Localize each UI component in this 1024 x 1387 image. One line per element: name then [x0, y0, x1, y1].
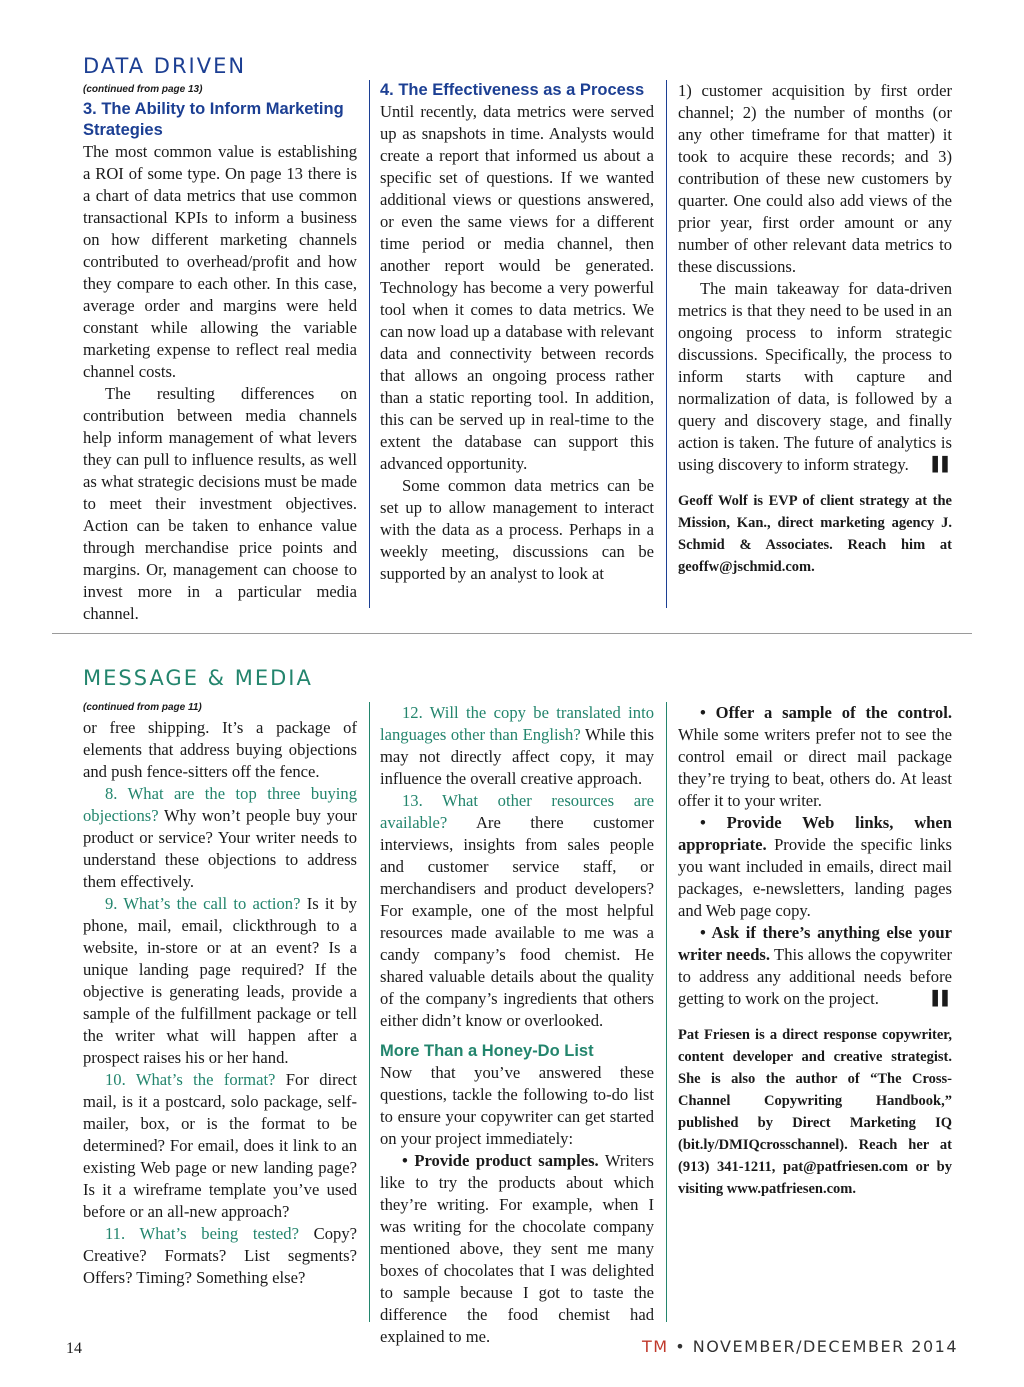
author-bio: Geoff Wolf is EVP of client strategy at the Mission, Kan., direct marketing agency J. Schmid & Associates. Reach him at geoffw@jschmid.com.: [678, 493, 952, 575]
footer-separator: •: [675, 1337, 687, 1356]
body-paragraph: or free shipping. It’s a package of elements that address buying objections and push fence-sitters off the fence.: [83, 718, 357, 781]
page-number: 14: [66, 1340, 82, 1357]
body-paragraph: Some common data metrics can be set up to allow management to interact with the data as a process. Perhaps in a weekly meeting, discussions can be supported by an analyst to look at: [380, 476, 654, 583]
data-driven-column-1: [83, 82, 357, 625]
column-divider: [666, 702, 667, 1322]
body-paragraph: The most common value is establishing a ROI of some type. On page 13 there is a chart of data metrics that use common transactional KPIs to inform a business on how different marketing channels contributed to overhead/profit and how they compare to each other. In this case, average order and margins were held constant while allowing the variable marketing expense to reflect real media channel costs.: [83, 142, 357, 381]
message-media-column-2: [380, 702, 654, 1348]
message-media-column-3: [678, 702, 952, 1200]
question-12: 12. Will the copy be translated into languages other than English? While this may not directly affect copy, it may influence the overall creative approach.: [380, 703, 654, 788]
continued-note: (continued from page 11): [83, 702, 202, 713]
message-media-column-1: [83, 700, 357, 1289]
question-13: 13. What other resources are available? Are there customer interviews, insights from sales people and customer service staff, or merchandisers and product developers? For example, one of the most helpful resources made available to me was a candy company’s food chemist. He shared valuable details about the quality of the company’s ingredients that others either didn’t know or overlooked.: [380, 791, 654, 1030]
issue-date: NOVEMBER/DECEMBER 2014: [692, 1337, 958, 1356]
question-10: 10. What’s the format? For direct mail, is it a postcard, solo package, self-mailer, box, or is the format to be determined? For email, does it link to an existing Web page or new landing page? Is it a wireframe template you’ve used before or an all-new approach?: [83, 1070, 358, 1221]
question-9: 9. What’s the call to action? Is it by phone, mail, email, clickthrough to a website, in-store or at an event? Is a unique landing page required? If the objective is generating leads, provide a sample of the fulfillment package or tell the writer what will happen after a prospect raises his or her hand.: [83, 894, 357, 1067]
section-divider: [52, 633, 972, 634]
question-11: 11. What’s being tested? Copy? Creative? Formats? List segments? Offers? Timing? Something else?: [83, 1224, 357, 1287]
todo-item: • Provide product samples. Writers like to try the products about which they’re writing. For example, when I was writing for the chocolate company mentioned above, they sent me many boxes of chocolates that I was delighted to sample because I got to taste the difference the food chemist had explained to me.: [380, 1151, 654, 1346]
data-driven-column-3: [678, 80, 952, 578]
end-mark-icon: ▌▌: [932, 457, 952, 473]
column-divider: [369, 702, 370, 1322]
end-mark-icon: ▌▌: [932, 991, 952, 1007]
body-paragraph: Until recently, data metrics were served up as snapshots in time. Analysts would create a report that informed us about a specific set of questions. If we wanted additional views or questions answered, or even the same views for a different time period or media channel, then another report would be generated. Technology has become a very powerful tool when it comes to data metrics. We can now load up a database with relevant data and connectivity between records that allows an ongoing process rather than a static reporting tool. In addition, this can be served up in real-time to the extent the database can support this advanced opportunity.: [380, 102, 654, 473]
todo-item: • Provide Web links, when appropriate. Provide the specific links you want included in emails, direct mail packages, e-newsletters, landing pages and Web page copy.: [678, 813, 952, 920]
column-divider: [666, 80, 667, 608]
author-bio: Pat Friesen is a direct response copywriter, content developer and creative strategist. She is also the author of “The Cross-Channel Copywriting Handbook,” published by Direct Marketing IQ (bit.ly/DMIQcrosschannel). Reach her at (913) 341-1211, pat@patfriesen.com or by visiting www.patfriesen.com.: [678, 1027, 952, 1197]
todo-item: • Ask if there’s anything else your writer needs. This allows the copywriter to address any additional needs before getting to work on the project. ▌▌: [678, 923, 952, 1008]
subheading: More Than a Honey-Do List: [380, 1042, 594, 1060]
section-heading-3: 3. The Ability to Inform Marketing Strategies: [83, 100, 344, 139]
data-driven-section-title: DATA DRIVEN: [83, 54, 247, 78]
issue-footer: [642, 1337, 958, 1356]
column-divider: [369, 80, 370, 608]
body-paragraph: The main takeaway for data-driven metrics is that they need to be used in an ongoing process to inform strategic discussions. Specifically, the process to inform starts with capture and normalization of data, is followed by a query and discovery stage, and finally action is taken. The future of analytics is using discovery to inform strategy. ▌▌: [678, 279, 952, 474]
body-paragraph: 1) customer acquisition by first order channel; 2) the number of months (or any other timeframe for that matter) it took to acquire these records; and 3) contribution of these new customers by quarter. One could also add views of the prior year, first order amount or any number of other relevant data metrics to these discussions.: [678, 81, 952, 276]
question-8: 8. What are the top three buying objections? Why won’t people buy your product or service? Your writer needs to understand these objections to address them effectively.: [83, 784, 357, 891]
todo-item: • Offer a sample of the control. While some writers prefer not to see the control email or direct mail package they’re trying to beat, others do. At least offer it to your writer.: [678, 703, 952, 810]
magazine-name: TM: [642, 1337, 669, 1356]
continued-note: (continued from page 13): [83, 84, 203, 95]
message-media-section-title: MESSAGE & MEDIA: [83, 666, 313, 690]
body-paragraph: Now that you’ve answered these questions, tackle the following to-do list to ensure your copywriter can get started on your project immediately:: [380, 1063, 654, 1148]
data-driven-column-2: [380, 80, 654, 585]
body-paragraph: The resulting differences on contribution between media channels help inform management of what levers they can pull to influence results, as well as what strategic decisions must be made to meet their investment objectives. Action can be taken to enhance value through merchandise price points and margins. Or, management can choose to invest more in a particular media channel.: [83, 384, 357, 623]
section-heading-4: 4. The Effectiveness as a Process: [380, 81, 645, 99]
